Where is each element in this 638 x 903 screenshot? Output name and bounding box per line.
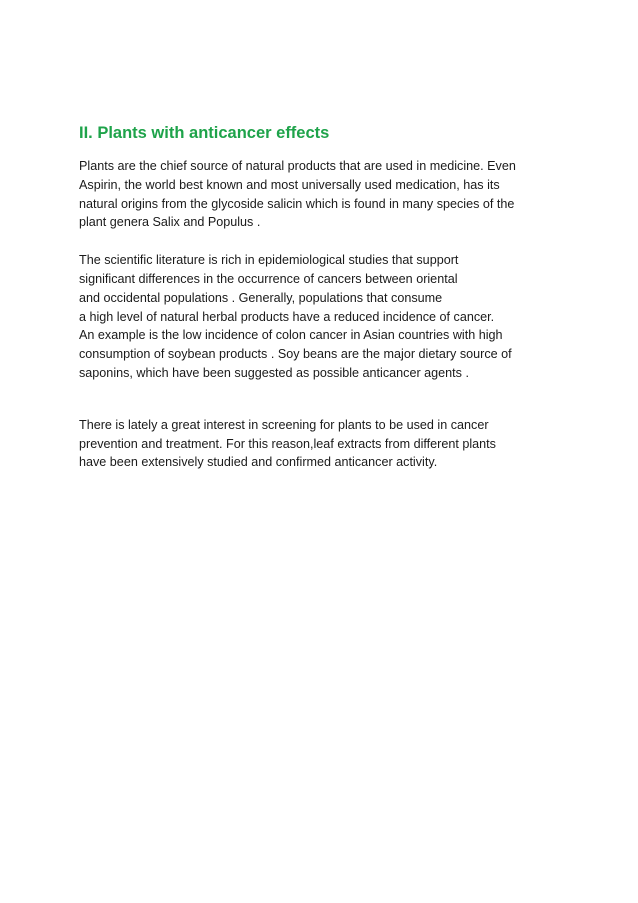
- text-line: Plants are the chief source of natural products that are used in medicine. Even: [79, 159, 516, 173]
- paragraph-epidemiology: [79, 251, 569, 383]
- text-line: a high level of natural herbal products have a reduced incidence of cancer.: [79, 309, 495, 324]
- text-line: and occidental populations . Generally, populations that consume: [79, 290, 443, 305]
- text-line: natural origins from the glycoside salicin which is found in many species of the: [79, 196, 515, 211]
- paragraph-spacer: [79, 383, 569, 416]
- text-line: The scientific literature is rich in epidemiological studies that support: [79, 253, 459, 268]
- paragraph-plants-source: [79, 157, 569, 232]
- text-line: significant differences in the occurrence of cancers between oriental: [79, 271, 458, 286]
- paragraph-spacer: [79, 232, 569, 251]
- text-line: plant genera Salix and Populus .: [79, 215, 261, 230]
- text-line: saponins, which have been suggested as possible anticancer agents .: [79, 365, 469, 380]
- text-line: There is lately a great interest in screening for plants to be used in cancer: [79, 417, 489, 432]
- paragraph-screening-interest: [79, 416, 569, 472]
- document-content: [79, 122, 569, 472]
- text-line: have been extensively studied and confirmed anticancer activity.: [79, 455, 438, 470]
- text-line: Aspirin, the world best known and most universally used medication, has its: [79, 177, 500, 192]
- text-line: prevention and treatment. For this reason,leaf extracts from different plants: [79, 436, 496, 451]
- text-line: An example is the low incidence of colon cancer in Asian countries with high: [79, 328, 503, 343]
- text-line: consumption of soybean products . Soy beans are the major dietary source of: [79, 347, 512, 362]
- section-heading: II. Plants with anticancer effects: [79, 124, 330, 142]
